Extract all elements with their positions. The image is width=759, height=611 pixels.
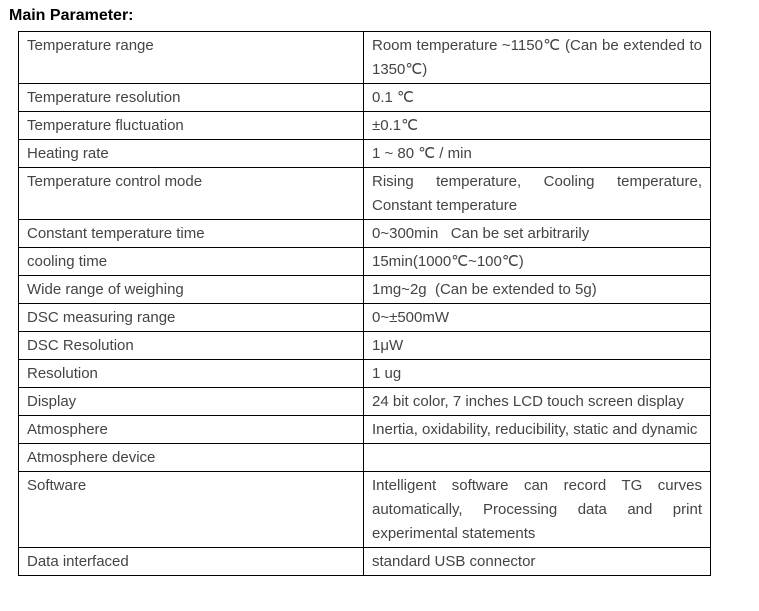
parameter-label: Heating rate [19, 140, 364, 168]
parameter-label: Constant temperature time [19, 220, 364, 248]
table-row [19, 388, 711, 416]
parameter-value: 1 ug [364, 360, 711, 388]
parameter-label: Data interfaced [19, 548, 364, 576]
parameter-label: Atmosphere device [19, 444, 364, 472]
parameter-label: Temperature control mode [19, 168, 364, 220]
parameter-label: Temperature fluctuation [19, 112, 364, 140]
table-row [19, 548, 711, 576]
parameter-value: ±0.1℃ [364, 112, 711, 140]
parameter-value: 15min(1000℃~100℃) [364, 248, 711, 276]
table-row [19, 332, 711, 360]
parameter-value: 0~±500mW [364, 304, 711, 332]
parameter-value: 24 bit color, 7 inches LCD touch screen display [364, 388, 711, 416]
parameter-label: Temperature range [19, 32, 364, 84]
table-row [19, 140, 711, 168]
parameter-label: Atmosphere [19, 416, 364, 444]
parameter-value: Rising temperature, Cooling temperature, Constant temperature [364, 168, 711, 220]
table-row [19, 416, 711, 444]
parameter-label: Software [19, 472, 364, 548]
parameter-value: 1μW [364, 332, 711, 360]
table-row [19, 220, 711, 248]
parameter-label: DSC measuring range [19, 304, 364, 332]
table-row [19, 84, 711, 112]
table-row [19, 472, 711, 548]
parameter-label: cooling time [19, 248, 364, 276]
parameter-value: 1mg~2g (Can be extended to 5g) [364, 276, 711, 304]
parameter-value: 0~300min Can be set arbitrarily [364, 220, 711, 248]
parameter-label: Wide range of weighing [19, 276, 364, 304]
table-row [19, 276, 711, 304]
table-row [19, 32, 711, 84]
section-title: Main Parameter: [9, 7, 134, 24]
parameter-value [364, 444, 711, 472]
parameter-value: 1 ~ 80 ℃ / min [364, 140, 711, 168]
parameter-label: DSC Resolution [19, 332, 364, 360]
parameter-label: Temperature resolution [19, 84, 364, 112]
table-row [19, 360, 711, 388]
parameter-value: standard USB connector [364, 548, 711, 576]
parameter-label: Resolution [19, 360, 364, 388]
parameter-value: Room temperature ~1150℃ (Can be extended to 1350℃) [364, 32, 711, 84]
parameter-value: Inertia, oxidability, reducibility, static and dynamic [364, 416, 711, 444]
table-row [19, 112, 711, 140]
parameter-value: 0.1 ℃ [364, 84, 711, 112]
table-row [19, 444, 711, 472]
parameter-table [18, 31, 711, 576]
parameter-label: Display [19, 388, 364, 416]
parameter-value: Intelligent software can record TG curves automatically, Processing data and print experimental statements [364, 472, 711, 548]
table-row [19, 168, 711, 220]
table-row [19, 304, 711, 332]
table-row [19, 248, 711, 276]
